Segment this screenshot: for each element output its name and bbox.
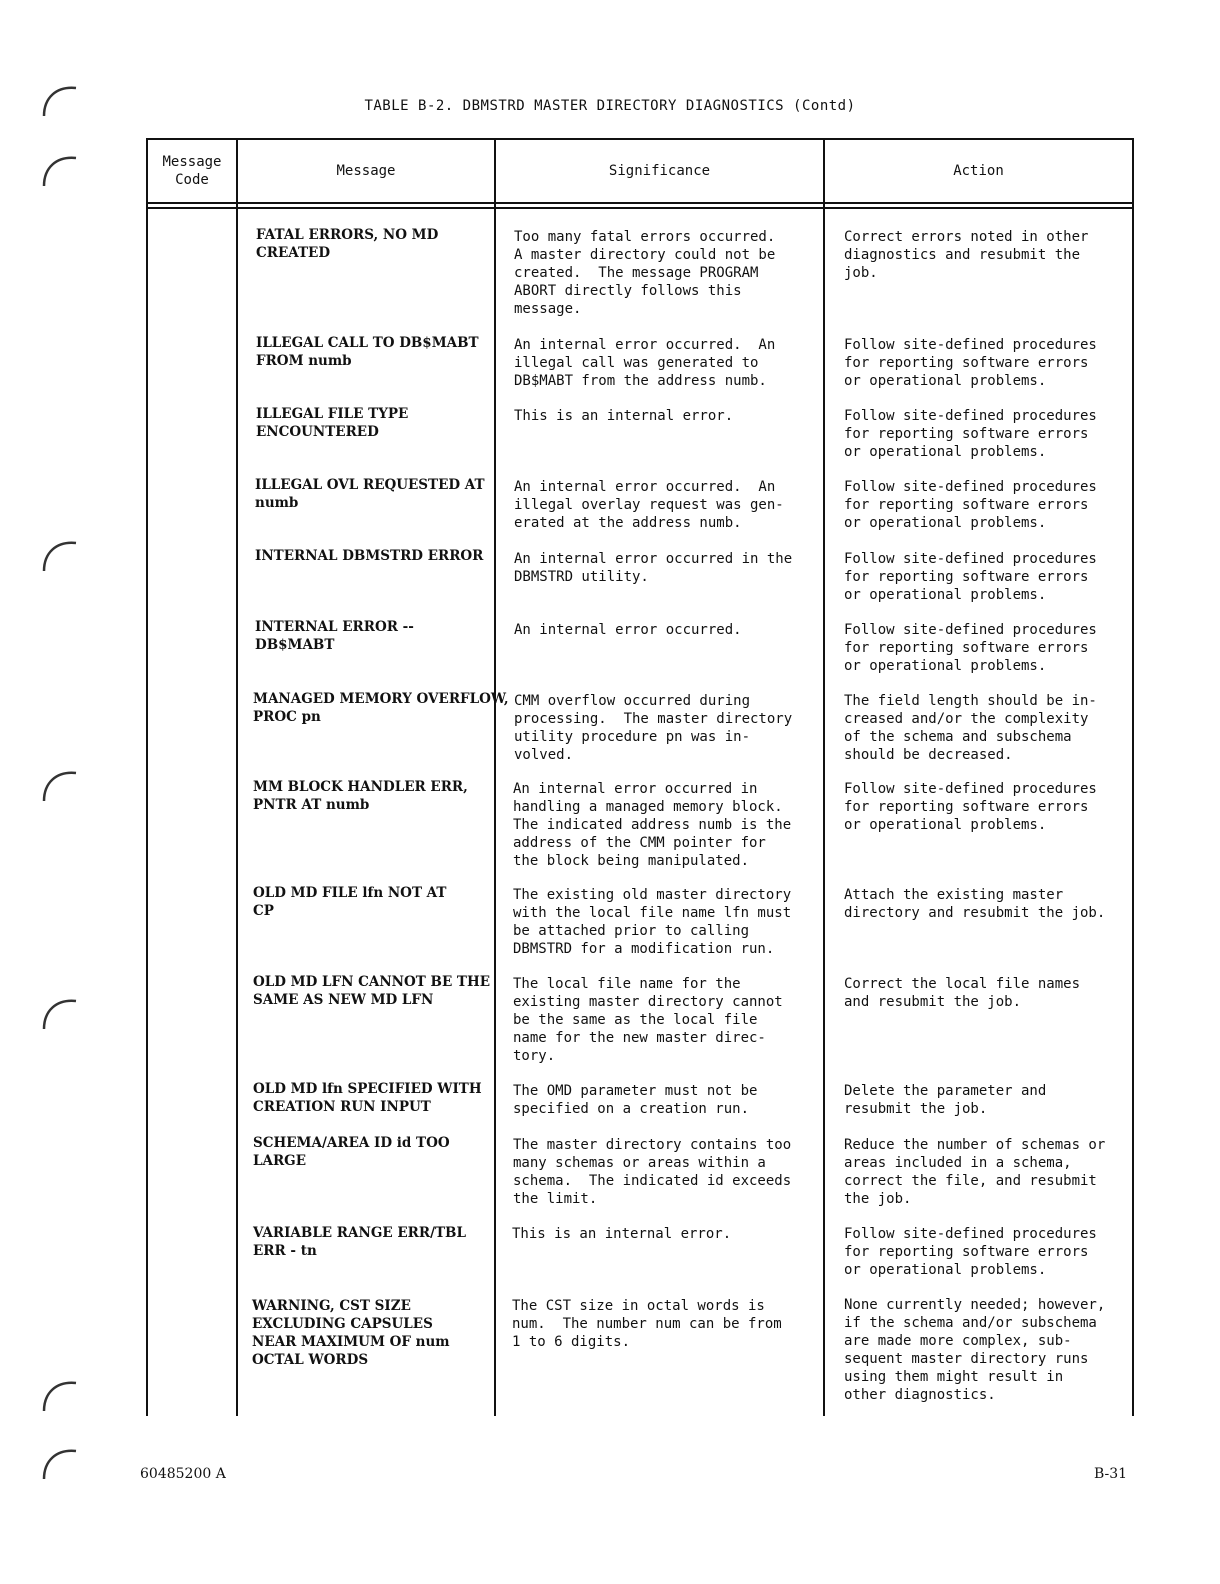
header-rule-lower <box>146 207 1134 209</box>
col-border-message <box>494 138 496 1416</box>
header-code: Message Code <box>162 154 222 188</box>
row-action: Reduce the number of schemas or areas included in a schema, correct the file, and resubmit the job. <box>844 1137 1106 1207</box>
col-border-code <box>236 138 238 1416</box>
row-significance: The CST size in octal words is num. The number num can be from 1 to 6 digits. <box>512 1298 782 1350</box>
row-message: INTERNAL ERROR -- DB$MABT <box>255 619 414 653</box>
row-significance: The master directory contains too many schemas or areas within a schema. The indicated id exceeds the limit. <box>513 1137 792 1207</box>
row-action: Follow site-defined procedures for reporting software errors or operational problems. <box>844 622 1097 674</box>
table-title: TABLE B-2. DBMSTRD MASTER DIRECTORY DIAGNOSTICS (Contd) <box>364 98 856 114</box>
row-message: OLD MD FILE lfn NOT AT CP <box>253 885 447 919</box>
row-significance: An internal error occurred. <box>514 622 742 638</box>
row-action: Follow site-defined procedures for reporting software errors or operational problems. <box>844 408 1097 460</box>
col-border-significance <box>823 138 825 1416</box>
header-action: Action <box>953 163 1004 179</box>
row-message: ILLEGAL FILE TYPE ENCOUNTERED <box>256 406 409 440</box>
row-significance: This is an internal error. <box>514 408 734 424</box>
row-action: The field length should be in- creased and/or the complexity of the schema and subschema should be decreased. <box>844 693 1097 763</box>
row-significance: The local file name for the existing master directory cannot be the same as the local file name for the new master direc- tory. <box>513 976 783 1064</box>
punch-hole-mark <box>38 765 80 805</box>
row-significance: The existing old master directory with the local file name lfn must be attached prior to calling DBMSTRD for a modification run. <box>513 887 792 957</box>
row-message: OLD MD lfn SPECIFIED WITH CREATION RUN INPUT <box>253 1081 482 1115</box>
row-action: Follow site-defined procedures for reporting software errors or operational problems. <box>844 1226 1097 1278</box>
row-message: SCHEMA/AREA ID id TOO LARGE <box>253 1135 450 1169</box>
row-significance: An internal error occurred. An illegal overlay request was gen- erated at the address numb. <box>514 479 784 531</box>
header-rule-upper <box>146 202 1134 204</box>
row-action: Attach the existing master directory and resubmit the job. <box>844 887 1106 921</box>
row-message: MANAGED MEMORY OVERFLOW, PROC pn <box>253 691 509 725</box>
row-message: OLD MD LFN CANNOT BE THE SAME AS NEW MD LFN <box>253 974 491 1008</box>
row-action: None currently needed; however, if the schema and/or subschema are made more complex, sub- sequent master directory runs using them might result in other diagnostics. <box>844 1297 1106 1403</box>
row-message: ILLEGAL OVL REQUESTED AT numb <box>255 477 485 511</box>
header-message: Message <box>336 163 396 179</box>
row-message: MM BLOCK HANDLER ERR, PNTR AT numb <box>253 779 468 813</box>
row-action: Follow site-defined procedures for reporting software errors or operational problems. <box>844 781 1097 833</box>
row-action: Correct the local file names and resubmit the job. <box>844 976 1081 1010</box>
row-message: WARNING, CST SIZE EXCLUDING CAPSULES NEAR MAXIMUM OF num OCTAL WORDS <box>252 1298 450 1368</box>
row-significance: CMM overflow occurred during processing. The master directory utility procedure pn was in- volved. <box>514 693 793 763</box>
row-action: Correct errors noted in other diagnostics and resubmit the job. <box>844 229 1089 281</box>
punch-hole-mark <box>38 993 80 1033</box>
row-action: Follow site-defined procedures for reporting software errors or operational problems. <box>844 337 1097 389</box>
col-border-left <box>146 138 148 1416</box>
row-significance: An internal error occurred in handling a managed memory block. The indicated address numb is the address of the CMM pointer for the block being manipulated. <box>513 781 792 869</box>
punch-hole-mark <box>38 1375 80 1415</box>
header-significance: Significance <box>608 163 711 179</box>
document-number: 60485200 A <box>140 1466 226 1482</box>
punch-hole-mark <box>38 1443 80 1483</box>
row-significance: An internal error occurred. An illegal call was generated to DB$MABT from the address numb. <box>514 337 776 389</box>
row-message: FATAL ERRORS, NO MD CREATED <box>256 227 439 261</box>
row-action: Follow site-defined procedures for reporting software errors or operational problems. <box>844 551 1097 603</box>
row-message: VARIABLE RANGE ERR/TBL ERR - tn <box>253 1225 466 1259</box>
punch-hole-mark <box>38 150 80 190</box>
row-significance: The OMD parameter must not be specified on a creation run. <box>513 1083 758 1117</box>
row-action: Delete the parameter and resubmit the job. <box>844 1083 1047 1117</box>
punch-hole-mark <box>38 80 80 120</box>
page-number: B-31 <box>1094 1466 1128 1482</box>
row-significance: An internal error occurred in the DBMSTRD utility. <box>514 551 793 585</box>
punch-hole-mark <box>38 535 80 575</box>
col-border-right <box>1132 138 1134 1416</box>
row-action: Follow site-defined procedures for reporting software errors or operational problems. <box>844 479 1097 531</box>
row-message: INTERNAL DBMSTRD ERROR <box>255 548 484 564</box>
row-significance: This is an internal error. <box>512 1226 732 1242</box>
row-message: ILLEGAL CALL TO DB$MABT FROM numb <box>256 335 479 369</box>
row-significance: Too many fatal errors occurred. A master directory could not be created. The message PROGRAM ABORT directly follows this message. <box>514 229 776 317</box>
